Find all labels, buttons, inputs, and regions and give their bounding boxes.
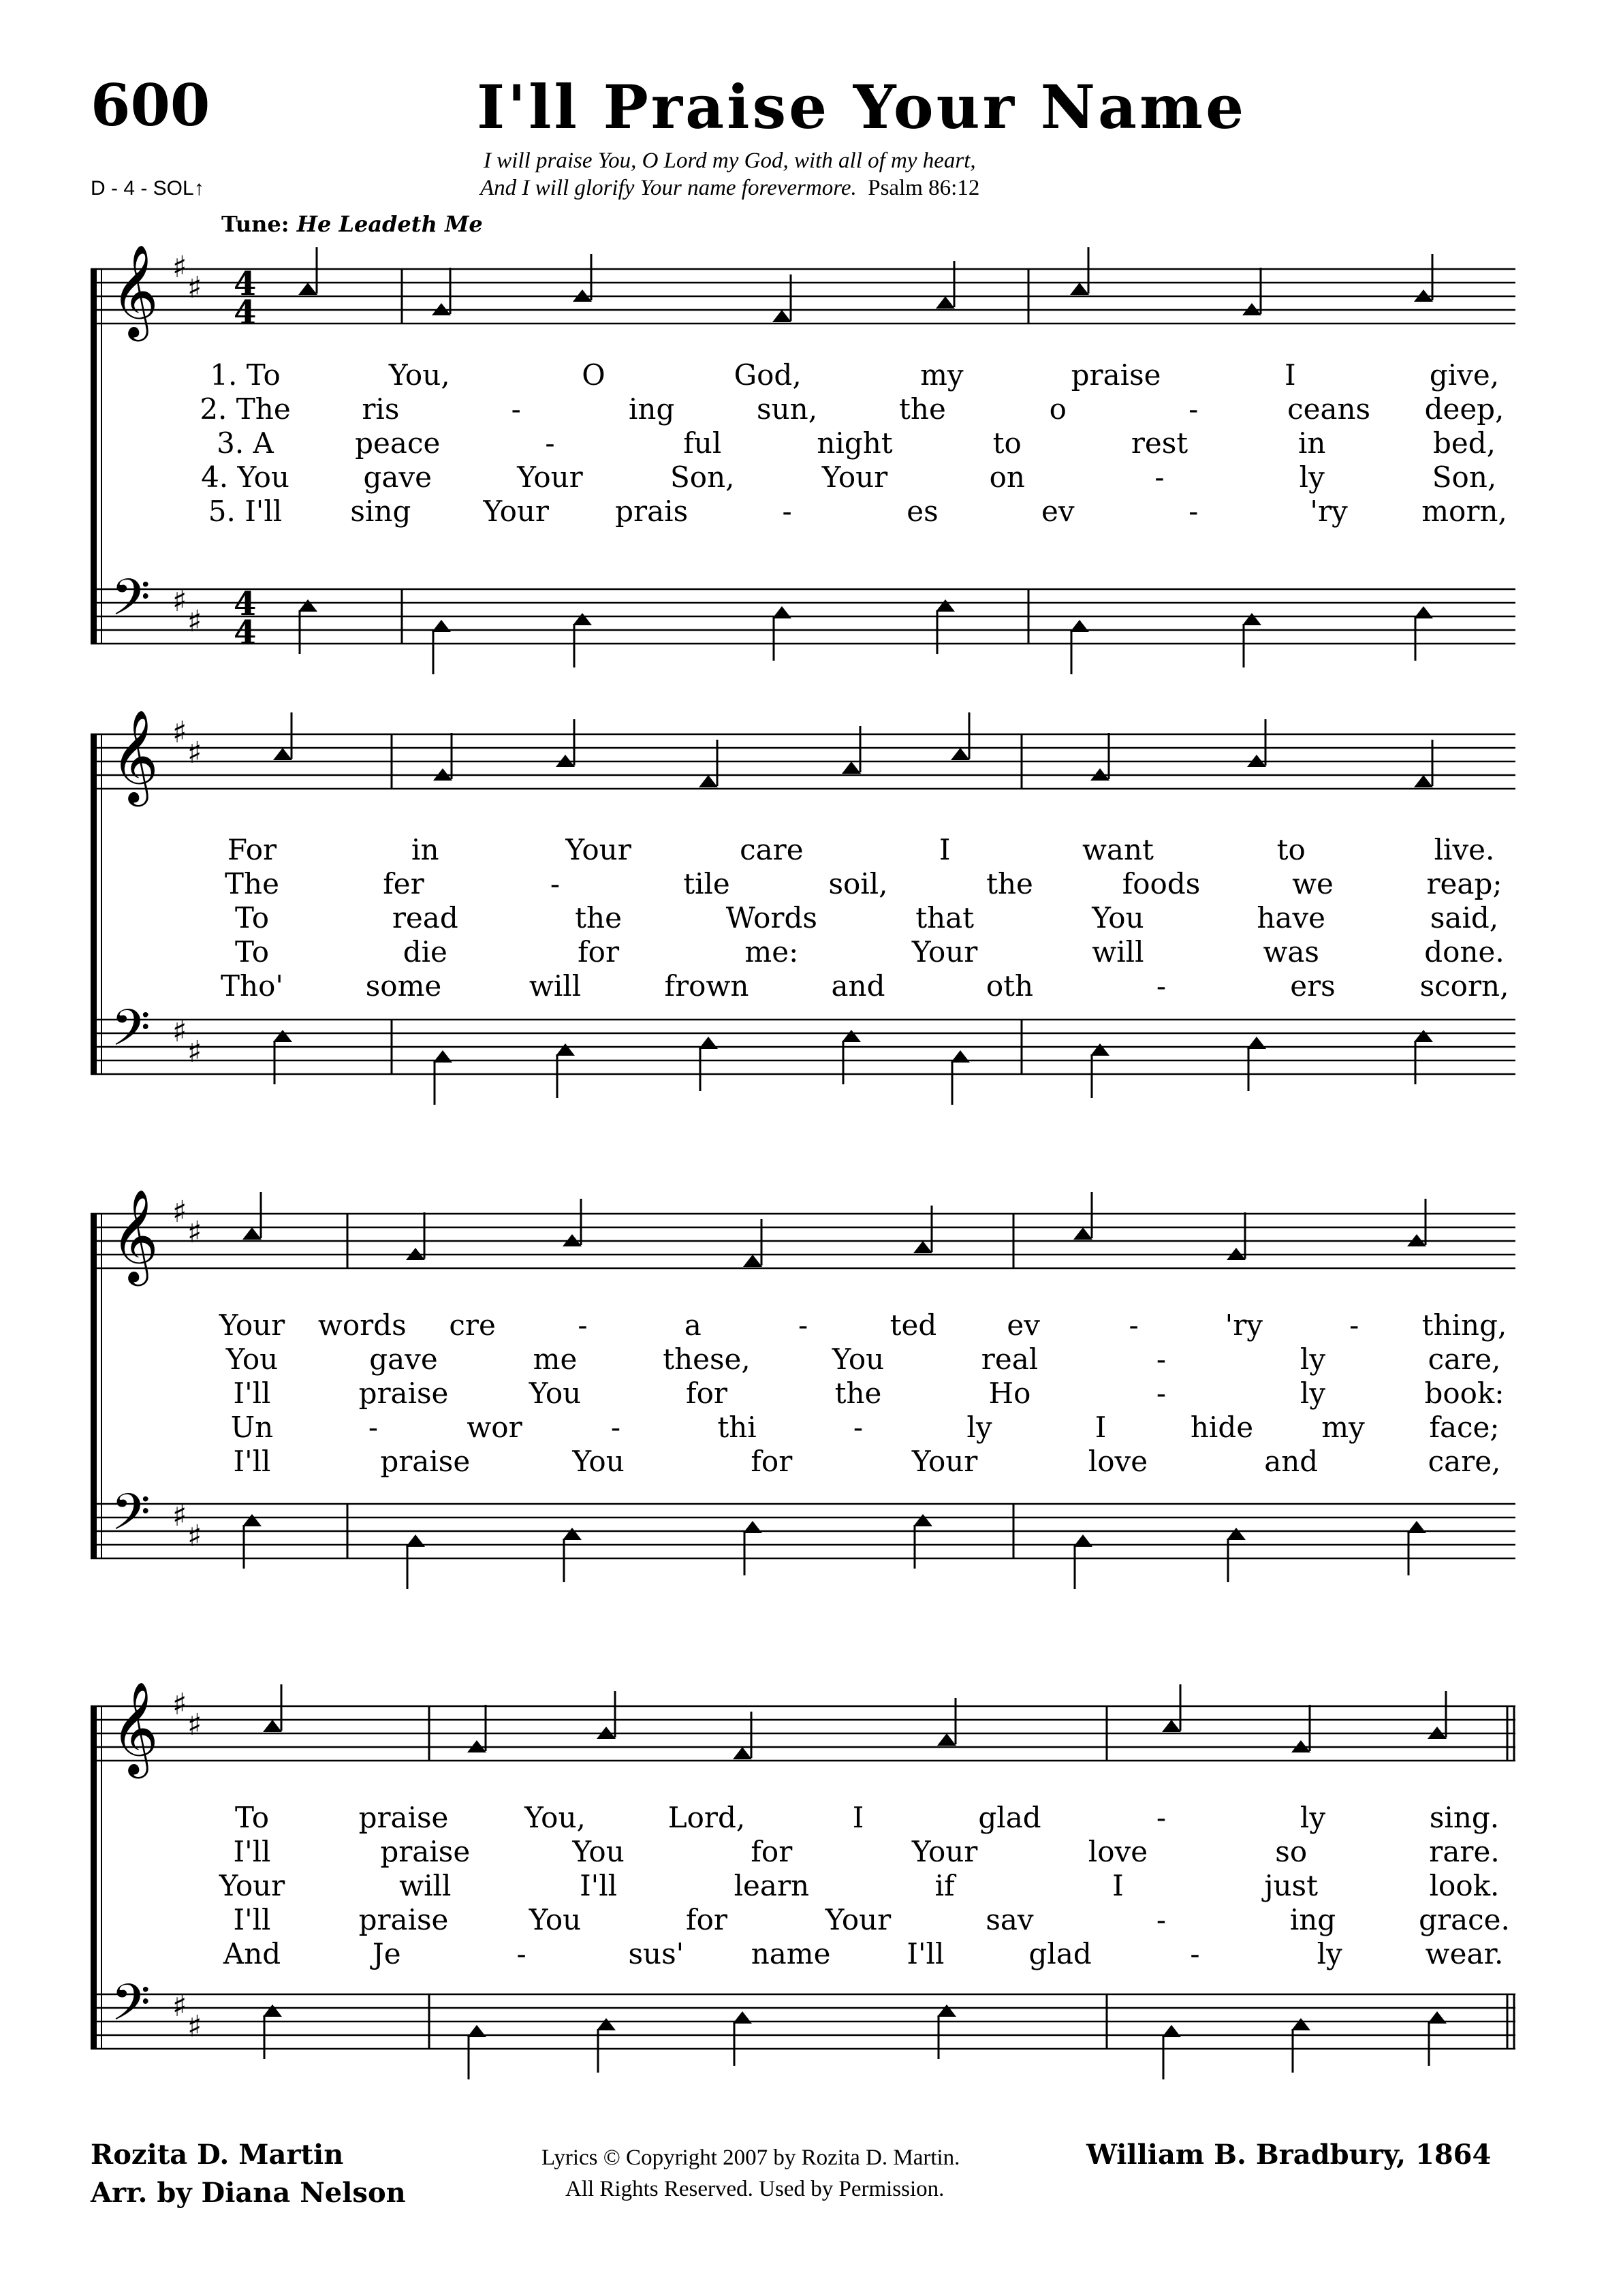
lyric-syllable: love (1088, 1445, 1148, 1478)
sharp-icon: ♯ (187, 2009, 202, 2044)
lyric-syllable: - (368, 1411, 379, 1444)
bass-clef-icon: 𝄢 (111, 998, 151, 1070)
sharp-icon: ♯ (187, 1708, 202, 1742)
lyric-syllable: sun, (757, 392, 818, 426)
lyric-syllable: Your (483, 494, 550, 528)
lyric-syllable: praise (380, 1835, 471, 1868)
lyric-syllable: scorn, (1419, 969, 1509, 1003)
lyric-syllable: ful (683, 426, 722, 460)
lyric-syllable: You (529, 1903, 582, 1936)
lyric-syllable: bed, (1433, 426, 1496, 460)
bass-note-head (1090, 1043, 1109, 1056)
lyric-syllable: Your (821, 460, 888, 494)
lyric-syllable: - (516, 1937, 526, 1970)
lyric-syllable: live. (1434, 833, 1495, 866)
lyric-syllable: sing (350, 494, 411, 528)
treble-note-head (937, 1733, 956, 1746)
treble-clef-icon: 𝄞 (111, 1680, 159, 1774)
lyric-syllable: was (1263, 935, 1319, 969)
lyric-syllable: some (365, 969, 442, 1003)
time-signature-bottom: 4 (234, 294, 257, 332)
lyric-syllable: o (1049, 392, 1067, 426)
lyric-syllable: I'll (580, 1869, 618, 1902)
sharp-icon: ♯ (172, 1989, 187, 2024)
lyric-syllable: 'ry (1310, 494, 1348, 528)
lyric-syllable: To (234, 935, 270, 969)
lyric-syllable: Ho (988, 1377, 1031, 1410)
lyric-syllable: And (223, 1937, 281, 1970)
lyric-syllable: I'll (233, 1445, 271, 1478)
lyric-syllable: cre (449, 1308, 496, 1342)
lyric-syllable: read (392, 901, 458, 934)
treble-clef-icon: 𝄞 (111, 1188, 159, 1282)
treble-note-head (242, 1227, 262, 1240)
lyric-syllable: glad (978, 1801, 1041, 1834)
lyric-syllable: - (1156, 969, 1167, 1003)
lyric-syllable: care (740, 833, 804, 866)
time-signature-bottom: 4 (234, 614, 257, 652)
lyric-syllable: 3. A (217, 426, 274, 460)
lyric-syllable: You (1092, 901, 1144, 934)
lyric-syllable: - (1129, 1308, 1139, 1342)
copyright-line-1: Lyrics © Copyright 2007 by Rozita D. Martin. (541, 2145, 960, 2170)
lyric-syllable: Your (565, 833, 631, 866)
lyric-syllable: praise (380, 1445, 471, 1478)
lyric-syllable: look. (1429, 1869, 1500, 1902)
lyric-syllable: - (853, 1411, 864, 1444)
lyric-syllable: - (1349, 1308, 1359, 1342)
lyric-syllable: es (907, 494, 939, 528)
lyric-syllable: - (1156, 1903, 1167, 1936)
lyric-syllable: Words (725, 901, 817, 934)
lyric-syllable: praise (358, 1377, 449, 1410)
treble-note-head (936, 296, 955, 309)
bass-note-head (1242, 613, 1261, 625)
lyric-syllable: morn, (1421, 494, 1507, 528)
lyric-syllable: ly (966, 1411, 992, 1444)
lyric-syllable: You, (388, 358, 450, 392)
bass-clef-icon: 𝄢 (111, 568, 151, 640)
lyric-syllable: You (572, 1835, 625, 1868)
bass-note-head (1414, 1030, 1433, 1042)
lyric-syllable: and (831, 969, 885, 1003)
lyric-syllable: praise (1071, 358, 1161, 392)
lyric-syllable: I (1284, 358, 1296, 392)
hymn-number: 600 (91, 72, 210, 139)
bass-note-head (772, 606, 791, 618)
sharp-icon: ♯ (172, 1195, 187, 1229)
treble-note-head (842, 761, 861, 774)
lyric-syllable: ers (1290, 969, 1336, 1003)
key-info: D - 4 - SOL↑ (91, 177, 204, 200)
bass-note-head (1073, 1535, 1092, 1547)
lyric-syllable: I'll (907, 1937, 945, 1970)
treble-note-head (298, 283, 317, 295)
lyric-syllable: the (575, 901, 622, 934)
lyric-syllable: done. (1424, 935, 1505, 969)
lyric-syllable: if (934, 1869, 955, 1902)
lyric-syllable: - (511, 392, 521, 426)
system-brace-bar (91, 734, 97, 1074)
time-signature-top: 4 (234, 265, 257, 303)
lyric-syllable: - (610, 1411, 621, 1444)
lyric-syllable: sing. (1429, 1801, 1500, 1834)
lyric-syllable: care, (1428, 1342, 1501, 1376)
lyric-syllable: night (817, 426, 893, 460)
lyric-syllable: 2. The (200, 392, 291, 426)
bass-note-head (699, 1037, 718, 1049)
lyric-syllable: for (751, 1445, 793, 1478)
bass-note-head (1291, 2018, 1310, 2030)
treble-note-head (733, 1747, 752, 1759)
lyric-syllable: Your (911, 1445, 978, 1478)
sharp-icon: ♯ (172, 1687, 187, 1722)
lyric-syllable: oth (986, 969, 1034, 1003)
lyric-syllable: Your (219, 1308, 285, 1342)
lyric-syllable: ly (1300, 1342, 1326, 1376)
bass-note-head (1162, 2025, 1181, 2037)
lyric-syllable: sav (986, 1903, 1034, 1936)
lyric-syllable: Your (911, 1835, 978, 1868)
bass-note-head (242, 1514, 262, 1526)
lyric-syllable: You (832, 1342, 885, 1376)
lyric-syllable: I'll (233, 1377, 271, 1410)
tune-name: He Leadeth Me (296, 211, 483, 237)
lyric-syllable: Un (230, 1411, 274, 1444)
lyric-syllable: gave (369, 1342, 438, 1376)
lyric-syllable: ev (1007, 1308, 1041, 1342)
lyric-syllable: To (234, 901, 270, 934)
lyric-syllable: want (1082, 833, 1154, 866)
sharp-icon: ♯ (187, 1035, 202, 1069)
bass-note-head (573, 613, 592, 625)
sharp-icon: ♯ (187, 604, 202, 639)
lyric-syllable: that (915, 901, 975, 934)
lyric-syllable: reap; (1426, 867, 1502, 900)
tune-label: Tune: (221, 211, 289, 237)
lyric-syllable: words (317, 1308, 407, 1342)
sharp-icon: ♯ (187, 1519, 202, 1554)
lyric-syllable: real (981, 1342, 1039, 1376)
lyric-syllable: will (529, 969, 582, 1003)
lyric-syllable: praise (358, 1801, 449, 1834)
bass-note-head (1227, 1528, 1246, 1540)
bass-note-head (1247, 1037, 1266, 1049)
lyric-syllable: me: (744, 935, 799, 969)
lyric-syllable: on (989, 460, 1025, 494)
sharp-icon: ♯ (187, 1215, 202, 1250)
lyric-syllable: to (992, 426, 1022, 460)
bass-note-head (467, 2025, 486, 2037)
sharp-icon: ♯ (172, 1014, 187, 1049)
system-brace-bar (91, 269, 97, 644)
lyric-syllable: wor (467, 1411, 522, 1444)
lyric-syllable: - (1190, 1937, 1200, 1970)
lyric-syllable: 5. I'll (208, 494, 283, 528)
lyric-syllable: the (986, 867, 1033, 900)
lyric-syllable: 'ry (1225, 1308, 1263, 1342)
lyric-syllable: ly (1317, 1937, 1342, 1970)
sharp-icon: ♯ (187, 270, 202, 305)
treble-note-head (273, 748, 292, 760)
copyright-line-2: All Rights Reserved. Used by Permission. (565, 2177, 945, 2201)
bass-clef-icon: 𝄢 (111, 1973, 151, 2045)
lyric-syllable: face; (1429, 1411, 1500, 1444)
lyric-syllable: You (225, 1342, 279, 1376)
bass-note-head (298, 599, 317, 612)
lyric-syllable: ev (1041, 494, 1075, 528)
sharp-icon: ♯ (172, 250, 187, 285)
lyric-syllable: die (403, 935, 447, 969)
lyric-syllable: 1. To (210, 358, 281, 392)
lyric-syllable: my (920, 358, 964, 392)
bass-note-head (842, 1030, 861, 1042)
lyric-syllable: I (1095, 1411, 1107, 1444)
lyric-syllable: rare. (1429, 1835, 1500, 1868)
bass-note-head (556, 1043, 575, 1056)
lyric-syllable: hide (1190, 1411, 1254, 1444)
lyric-syllable: peace (355, 426, 441, 460)
lyric-syllable: glad (1028, 1937, 1092, 1970)
lyric-syllable: name (751, 1937, 831, 1970)
treble-note-head (1070, 283, 1089, 295)
lyric-syllable: me (533, 1342, 578, 1376)
lyric-syllable: - (1188, 392, 1199, 426)
lyric-syllable: a (684, 1308, 702, 1342)
time-signature-top: 4 (234, 585, 257, 623)
lyric-syllable: thi (717, 1411, 757, 1444)
lyric-syllable: You (529, 1377, 582, 1410)
bass-note-head (273, 1030, 292, 1042)
treble-note-head (1073, 1227, 1092, 1240)
lyric-syllable: we (1292, 867, 1334, 900)
lyric-syllable: - (1156, 1801, 1167, 1834)
lyric-syllable: will (1092, 935, 1144, 969)
bass-note-head (733, 2011, 752, 2024)
lyric-syllable: these, (663, 1342, 751, 1376)
lyric-syllable: grace. (1419, 1903, 1510, 1936)
lyric-syllable: and (1264, 1445, 1319, 1478)
lyric-syllable: for (686, 1377, 727, 1410)
lyric-syllable: thing, (1421, 1308, 1507, 1342)
lyric-syllable: foods (1122, 867, 1201, 900)
lyric-syllable: wear. (1425, 1937, 1504, 1970)
lyric-syllable: ly (1300, 1801, 1326, 1834)
bass-note-head (406, 1535, 425, 1547)
bass-note-head (1414, 606, 1433, 618)
lyric-syllable: praise (358, 1903, 449, 1936)
lyric-syllable: for (578, 935, 620, 969)
bass-note-head (936, 599, 955, 612)
lyric-syllable: gave (363, 460, 432, 494)
lyric-syllable: - (1188, 494, 1199, 528)
lyric-syllable: ing (628, 392, 675, 426)
lyric-syllable: You, (524, 1801, 586, 1834)
treble-note-head (1162, 1720, 1181, 1732)
lyric-syllable: the (834, 1377, 882, 1410)
treble-note-head (263, 1720, 282, 1732)
bass-note-head (743, 1521, 762, 1533)
lyric-syllable: - (545, 426, 555, 460)
lyric-syllable: - (782, 494, 792, 528)
sharp-icon: ♯ (172, 1498, 187, 1533)
lyric-syllable: for (751, 1835, 793, 1868)
lyric-syllable: - (1156, 1342, 1167, 1376)
treble-note-head (951, 748, 970, 760)
treble-note-head (743, 1255, 762, 1267)
lyric-syllable: ing (1289, 1903, 1336, 1936)
lyric-syllable: ted (889, 1308, 937, 1342)
lyric-syllable: For (227, 833, 277, 866)
lyric-syllable: in (411, 833, 439, 866)
lyric-syllable: ly (1300, 1377, 1326, 1410)
scripture-reference: Psalm 86:12 (868, 176, 980, 200)
bass-note-head (1428, 2011, 1447, 2024)
lyric-syllable: for (686, 1903, 727, 1936)
lyric-syllable: Lord, (667, 1801, 746, 1834)
lyric-syllable: sus' (628, 1937, 684, 1970)
sharp-icon: ♯ (172, 715, 187, 750)
bass-note-head (433, 1050, 452, 1063)
lyric-syllable: I'll (233, 1835, 271, 1868)
bass-note-head (937, 2004, 956, 2017)
lyric-syllable: frown (664, 969, 749, 1003)
bass-note-head (913, 1514, 932, 1526)
lyric-syllable: have (1257, 901, 1326, 934)
composer: William B. Bradbury, 1864 (1086, 2139, 1492, 2171)
lyric-syllable: Tho' (221, 969, 283, 1003)
bass-note-head (1407, 1521, 1426, 1533)
bass-note-head (1070, 620, 1089, 632)
lyric-syllable: Your (825, 1903, 892, 1936)
treble-clef-icon: 𝄞 (111, 708, 159, 802)
lyric-syllable: I'll (233, 1903, 271, 1936)
lyric-syllable: ris (362, 392, 400, 426)
lyric-syllable: To (234, 1801, 270, 1834)
lyric-syllable: - (578, 1308, 588, 1342)
bass-note-head (597, 2018, 616, 2030)
lyric-syllable: Your (911, 935, 978, 969)
lyric-syllable: Je (372, 1937, 401, 1970)
hymn-title: I'll Praise Your Name (477, 72, 1247, 142)
lyric-syllable: I (852, 1801, 864, 1834)
arranger: Arr. by Diana Nelson (91, 2177, 406, 2209)
lyric-syllable: learn (734, 1869, 810, 1902)
bass-note-head (951, 1050, 970, 1063)
lyric-syllable: to (1276, 833, 1306, 866)
lyric-syllable: Your (517, 460, 583, 494)
lyric-syllable: - (798, 1308, 808, 1342)
lyric-syllable: care, (1428, 1445, 1501, 1478)
lyric-syllable: my (1321, 1411, 1365, 1444)
scripture-text: And I will glorify Your name forevermore. (480, 176, 857, 200)
bass-note-head (563, 1528, 582, 1540)
lyric-syllable: just (1264, 1869, 1318, 1902)
treble-note-head (913, 1241, 932, 1253)
lyric-syllable: You (572, 1445, 625, 1478)
bass-note-head (432, 620, 451, 632)
lyric-syllable: - (550, 867, 561, 900)
lyric-syllable: the (899, 392, 946, 426)
lyric-syllable: love (1088, 1835, 1148, 1868)
lyric-syllable: prais (615, 494, 689, 528)
system-brace-bar (91, 1214, 97, 1558)
lyric-syllable: O (582, 358, 605, 392)
lyric-syllable: I (939, 833, 951, 866)
lyric-syllable: fer (383, 867, 424, 900)
lyric-syllable: - (1156, 1377, 1167, 1410)
lyric-syllable: The (225, 867, 279, 900)
lyric-syllable: tile (683, 867, 730, 900)
lyric-syllable: rest (1131, 426, 1188, 460)
bass-note-head (263, 2004, 282, 2017)
bass-clef-icon: 𝄢 (111, 1483, 151, 1554)
lyric-syllable: ly (1299, 460, 1325, 494)
lyric-syllable: deep, (1424, 392, 1505, 426)
treble-clef-icon: 𝄞 (111, 243, 159, 337)
lyric-syllable: ceans (1287, 392, 1371, 426)
scripture-line-1: I will praise You, O Lord my God, with all of my heart, (484, 148, 976, 173)
lyric-syllable: so (1275, 1835, 1308, 1868)
lyric-syllable: give, (1429, 358, 1500, 392)
system-brace-bar (91, 1706, 97, 2049)
lyric-syllable: in (1298, 426, 1326, 460)
sharp-icon: ♯ (172, 584, 187, 618)
lyric-syllable: - (1154, 460, 1165, 494)
lyric-syllable: will (399, 1869, 452, 1902)
lyric-syllable: soil, (828, 867, 888, 900)
sharp-icon: ♯ (187, 736, 202, 770)
treble-note-head (772, 310, 791, 322)
lyric-syllable: Your (219, 1869, 285, 1902)
lyrics-author: Rozita D. Martin (91, 2139, 344, 2171)
lyric-syllable: book: (1424, 1377, 1505, 1410)
treble-note-head (699, 775, 718, 787)
lyric-syllable: Son, (670, 460, 735, 494)
lyric-syllable: I (1112, 1869, 1124, 1902)
lyric-syllable: God, (734, 358, 802, 392)
lyric-syllable: Son, (1432, 460, 1497, 494)
lyric-syllable: 4. You (201, 460, 289, 494)
treble-note-head (1414, 775, 1433, 787)
lyric-syllable: said, (1430, 901, 1499, 934)
